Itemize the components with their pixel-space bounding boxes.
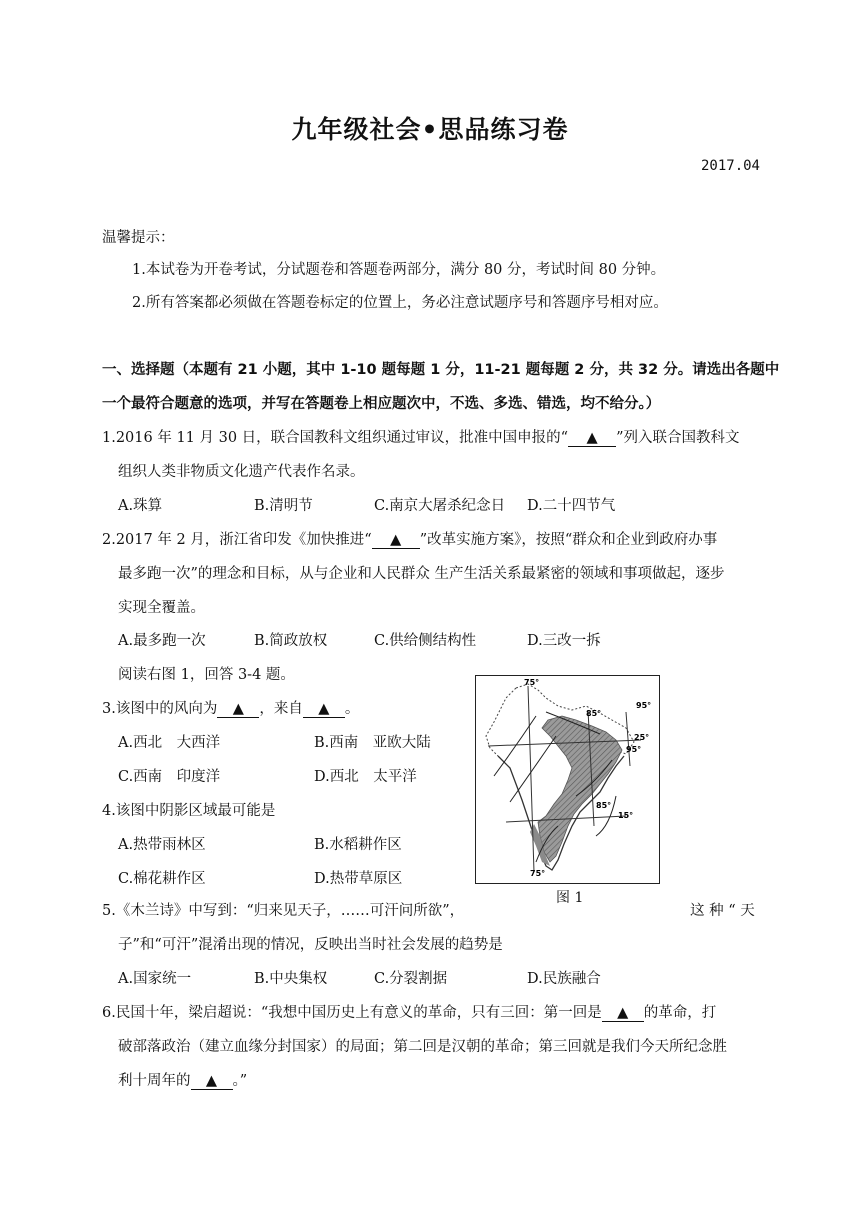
label-15: 15° (618, 811, 634, 820)
q2-stem-line1 (102, 528, 717, 549)
section-heading-line1: 一、选择题（本题有 21 小题，其中 1-10 题每题 1 分，11-21 题每题 2 分，共 32 分。请选出各题中 (102, 362, 780, 378)
label-95-mid: 95° (626, 745, 642, 754)
q5-option-d: D.民族融合 (527, 971, 601, 987)
longitude-95 (626, 712, 630, 766)
q3-stem-mid: ，来自 (259, 701, 303, 717)
q5-stem-line2: 子”和“可汗”混淆出现的情况，反映出当时社会发展的趋势是 (118, 937, 503, 953)
q4-option-a: A.热带雨林区 (118, 837, 206, 853)
q6-stem-pre: 6.民国十年，梁启超说：“我想中国历史上有意义的革命，只有三回：第一回是 (102, 1005, 602, 1021)
q5-option-c: C.分裂割据 (374, 971, 448, 987)
q1-stem-line1 (102, 426, 740, 447)
q3-answer-blank-2: ▲ (303, 701, 345, 718)
label-85-mid: 85° (596, 801, 612, 810)
q5-stem-line1-right: 这 种 “ 天 (690, 903, 755, 919)
q5-option-b: B.中央集权 (254, 971, 328, 987)
q5-stem-line1-left: 5.《木兰诗》中写到：“归来见天子，……可汗问所欲”， (102, 903, 465, 919)
tip-item-2: 2.所有答案都必须做在答题卷标定的位置上，务必注意试题序号和答题序号相对应。 (132, 295, 668, 311)
q1-option-d: D.二十四节气 (527, 498, 616, 514)
q3-option-b: B.西南 亚欧大陆 (314, 735, 431, 751)
q2-stem-line2: 最多跑一次”的理念和目标，从与企业和人民群众 生产生活关系最紧密的领域和事项做起，逐步 (118, 566, 725, 582)
q2-option-b: B.简政放权 (254, 633, 328, 649)
q3-stem (102, 697, 359, 718)
q4-stem: 4.该图中阴影区域最可能是 (102, 803, 276, 819)
q5-option-a: A.国家统一 (118, 971, 192, 987)
q2-option-c: C.供给侧结构性 (374, 633, 477, 649)
exam-date: 2017.04 (700, 158, 760, 174)
q3-stem-pre: 3.该图中的风向为 (102, 701, 218, 717)
q2-option-a: A.最多跑一次 (118, 633, 206, 649)
label-95-top: 95° (636, 701, 652, 710)
figure-caption: 图 1 (556, 890, 584, 906)
tip-item-1: 1.本试卷为开卷考试，分试题卷和答题卷两部分，满分 80 分，考试时间 80 分钟。 (132, 262, 666, 278)
q1-stem-post: ”列入联合国教科文 (616, 430, 740, 446)
q4-option-c: C.棉花耕作区 (118, 871, 206, 887)
label-75-bottom: 75° (530, 869, 546, 878)
q6-answer-blank-1: ▲ (602, 1005, 644, 1022)
tips-heading: 温馨提示： (102, 230, 175, 246)
q6-stem-line3-post: 。” (232, 1073, 248, 1089)
q1-option-b: B.清明节 (254, 498, 313, 514)
q6-stem-post: 的革命，打 (643, 1005, 717, 1021)
q3-stem-post: 。 (344, 701, 360, 717)
q6-stem-line2: 破部落政治（建立血缘分封国家）的局面；第二回是汉朝的革命；第三回就是我们今天所纪念胜 (118, 1039, 727, 1055)
label-85-top: 85° (586, 709, 602, 718)
curve-2 (510, 736, 556, 802)
q3-answer-blank-1: ▲ (217, 701, 259, 718)
q3-option-a: A.西北 大西洋 (118, 735, 221, 751)
shaded-region (538, 716, 622, 862)
longitude-75 (528, 686, 534, 872)
south-asia-map (476, 676, 658, 882)
figure-1-map (475, 675, 660, 884)
q2-option-d: D.三改一拆 (527, 633, 601, 649)
section-heading-line2: 一个最符合题意的选项，并写在答题卷上相应题次中，不选、多选、错选，均不给分。） (102, 396, 661, 412)
q1-option-c: C.南京大屠杀纪念日 (374, 498, 506, 514)
q4-option-b: B.水稻耕作区 (314, 837, 402, 853)
page-title: 九年级社会•思品练习卷 (291, 115, 569, 144)
q2-stem-post: ”改革实施方案》，按照“群众和企业到政府办事 (419, 532, 718, 548)
q6-answer-blank-2: ▲ (191, 1073, 233, 1090)
label-25: 25° (634, 733, 650, 742)
q6-stem-line1 (102, 1001, 716, 1022)
q1-stem-line2: 组织人类非物质文化遗产代表作名录。 (118, 464, 365, 480)
label-75-top: 75° (524, 678, 540, 687)
q1-stem-pre: 1.2016 年 11 月 30 日，联合国教科文组织通过审议，批准中国申报的“ (102, 430, 569, 446)
q2-stem-line3: 实现全覆盖。 (118, 600, 205, 616)
q2-answer-blank: ▲ (372, 532, 420, 549)
q1-answer-blank: ▲ (568, 430, 616, 447)
q6-stem-line3 (118, 1069, 247, 1090)
q1-option-a: A.珠算 (118, 498, 163, 514)
q4-option-d: D.热带草原区 (314, 871, 403, 887)
read-figure-note: 阅读右图 1，回答 3-4 题。 (118, 667, 295, 683)
q2-stem-pre: 2.2017 年 2 月，浙江省印发《加快推进“ (102, 532, 372, 548)
q3-option-c: C.西南 印度洋 (118, 769, 221, 785)
q3-option-d: D.西北 太平洋 (314, 769, 417, 785)
q6-stem-line3-pre: 利十周年的 (118, 1073, 191, 1089)
